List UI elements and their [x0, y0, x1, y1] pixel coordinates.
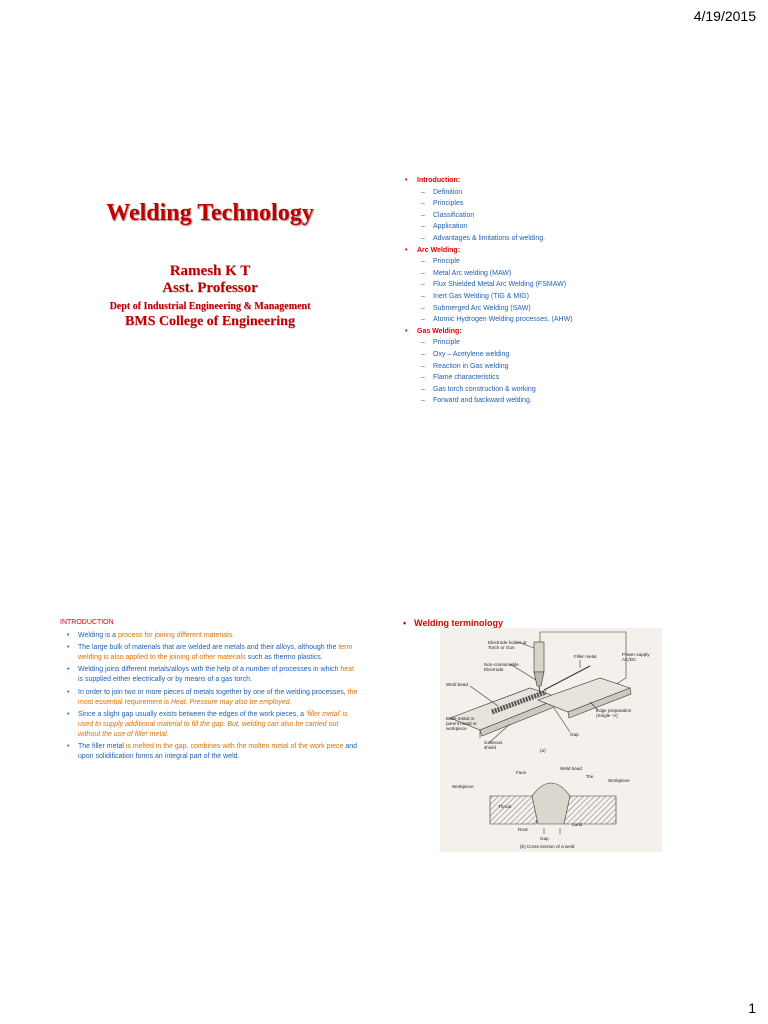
torch-body [534, 642, 544, 672]
list-item [60, 643, 360, 663]
terminology-title: • Welding terminology [403, 618, 503, 628]
label-weld-bead: Weld bead [446, 682, 468, 687]
highlight-text: work piece [309, 743, 344, 751]
leader-line [470, 686, 498, 706]
outline-item: – Principles [403, 198, 703, 210]
highlight-text: term welding is also applied to the joining of other materials [78, 644, 353, 662]
weld-setup-diagram [450, 632, 631, 742]
label-base-metal-3: workpiece [446, 726, 467, 731]
label-gap: Gap [570, 732, 579, 737]
author-position: Asst. Professor [162, 280, 258, 296]
label-power-supply: Power supply [622, 652, 650, 657]
label-gaseous-shield-2: shield [484, 745, 497, 750]
label-non-consumable-2: Electrode [484, 667, 504, 672]
label-electrode-holder: Electrode holder or [488, 640, 527, 645]
text-run: Welding joins different metals/alloys with the help of a number of processes in which [78, 666, 341, 674]
label-face: Face [516, 770, 527, 775]
label-land: Land [572, 822, 583, 827]
outline-section-title: • Arc Welding: [403, 245, 703, 257]
highlight-italic-text: Heat. Pressure may also be employed. [170, 698, 292, 706]
text-run: Since a slight gap usually exists between the edges of the work pieces, a [78, 710, 307, 718]
label-edge-preparation: Edge preparation [596, 708, 632, 713]
outline-section-title: • Gas Welding: [403, 326, 703, 338]
outline-item: – Flame characteristics [403, 372, 703, 384]
outline-item: – Principle [403, 256, 703, 268]
intro-heading: INTRODUCTION [60, 619, 114, 626]
outline-item: – Flux Shielded Metal Arc Welding (FSMAW) [403, 279, 703, 291]
intro-bullet-list [60, 631, 360, 762]
list-item [60, 665, 360, 685]
label-workpiece-left: Workpiece [452, 784, 474, 789]
highlight-italic-text: 'filler metal' is used to supply additional material to fill the gap. But, welding can also be carried out without the use of filler metal. [78, 710, 348, 738]
outline-section-title: • Introduction: [403, 175, 703, 187]
text-run: and upon solidification forms an integral part of the weld. [78, 743, 357, 761]
outline-item: – Submerged Arc Welding (SAW) [403, 303, 703, 315]
text-run: is supplied either electrically or by means of a gas torch. [78, 676, 252, 684]
outline-item: – Principle [403, 337, 703, 349]
list-item [60, 710, 360, 740]
page-number: 1 [748, 1000, 756, 1016]
list-item [60, 742, 360, 762]
text-run: The filler metal [78, 743, 126, 751]
college-name: BMS College of Engineering [125, 314, 295, 329]
label-weld-bead-section: Weld bead [560, 766, 582, 771]
outline-slide [403, 175, 703, 407]
label-base-metal: Base metal or [446, 716, 475, 721]
label-non-consumable: Non-consumable [484, 662, 519, 667]
highlight-text: is melted in the gap, combines with the molten metal of the [125, 743, 310, 751]
label-toe: Toe [586, 774, 594, 779]
outline-item: – Gas torch construction & working [403, 384, 703, 396]
figure-a-caption: (a) [540, 748, 546, 753]
slide-date: 4/19/2015 [693, 8, 756, 24]
label-power-supply-2: AC/DC [622, 657, 637, 662]
list-item [60, 631, 360, 641]
label-root: Root [518, 827, 528, 832]
presentation-title: Welding Technology [106, 200, 314, 226]
highlight-text: process for joining different materials. [117, 632, 235, 640]
highlight-text: heat [340, 666, 355, 674]
text-run: Welding is a [78, 632, 118, 640]
label-throat: Throat [498, 804, 512, 809]
introduction-slide [60, 618, 360, 764]
author-name: Ramesh K T [169, 263, 251, 279]
label-workpiece-right: Workpiece [608, 778, 630, 783]
outline-item: – Oxy – Acetylene welding [403, 349, 703, 361]
highlight-text: the most essential requirement is [78, 688, 358, 706]
label-gap-section: Gap [540, 836, 549, 841]
outline-item: – Classification [403, 210, 703, 222]
text-run: In order to join two or more pieces of metals together by one of the welding processes, [78, 688, 348, 696]
outline-item: – Forward and backward welding. [403, 395, 703, 407]
outline-item: – Advantages & limitations of welding. [403, 233, 703, 245]
outline-item: – Atomic Hydrogen Welding processes. (AHW) [403, 314, 703, 326]
label-gaseous-shield: Gaseous [484, 740, 503, 745]
title-slide [60, 200, 360, 330]
figure-b-caption: (b) Cross section of a weld [520, 844, 575, 849]
weld-section [532, 783, 570, 824]
text-run: such as thermo plastics. [245, 654, 323, 662]
label-filler-metal: Filler metal [574, 654, 597, 659]
outline-item: – Definition [403, 187, 703, 199]
label-electrode-holder-2: Torch or Gun [488, 645, 515, 650]
text-run: The large bulk of materials that are welded are metals and their alloys, although the [78, 644, 339, 652]
outline-item: – Inert Gas Welding (TIG & MIG) [403, 291, 703, 303]
list-item [60, 688, 360, 708]
welding-terminology-figure [440, 628, 662, 852]
label-base-metal-2: parent metal or [446, 721, 477, 726]
outline-item: – Application [403, 221, 703, 233]
department-name: Dept of Industrial Engineering & Management [109, 301, 311, 312]
outline-item: – Reaction in Gas welding [403, 361, 703, 373]
outline-item: – Metal Arc welding (MAW) [403, 268, 703, 280]
torch-nozzle [534, 672, 544, 686]
label-edge-preparation-2: (Single -V) [596, 713, 618, 718]
welding-diagram [440, 628, 662, 852]
